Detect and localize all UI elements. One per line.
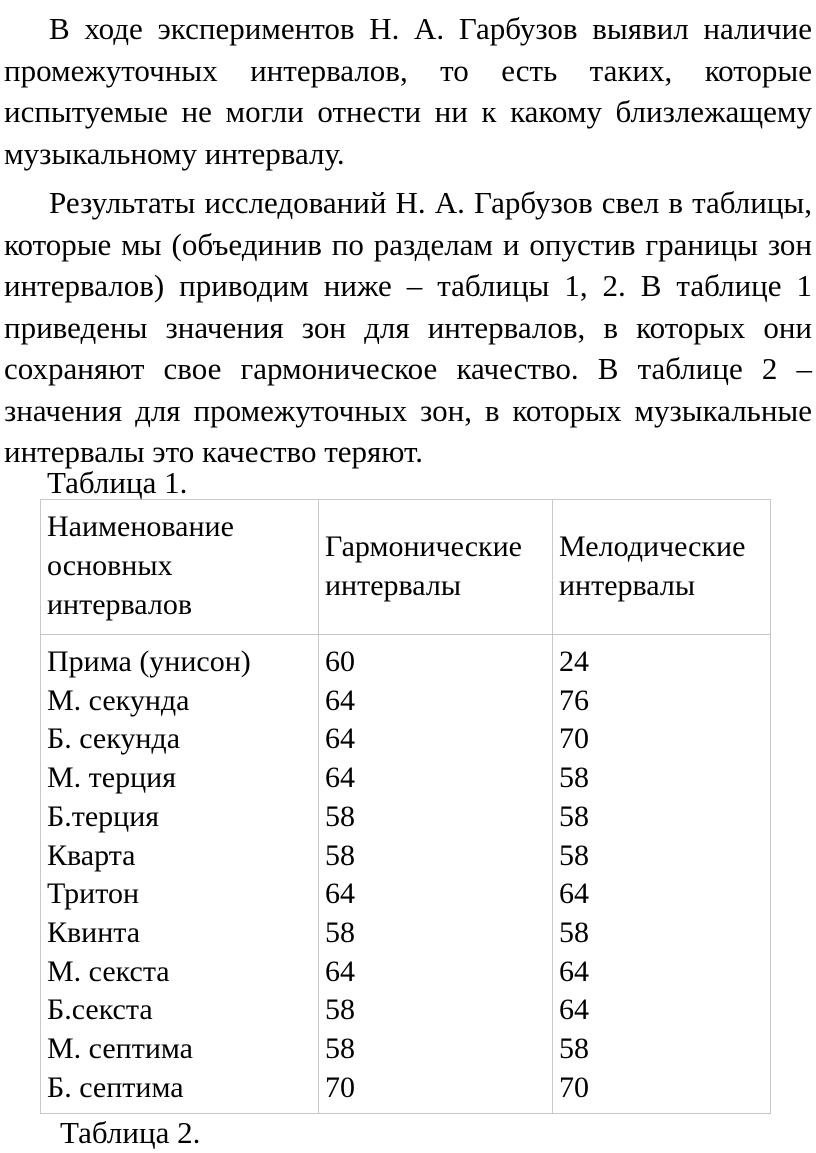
- cell-interval-name: Б. септима: [41, 1069, 319, 1114]
- cell-harmonic-value: 64: [319, 759, 553, 798]
- cell-harmonic-value: 64: [319, 953, 553, 992]
- cell-melodic-value: 58: [553, 1030, 771, 1069]
- cell-interval-name: М. терция: [41, 759, 319, 798]
- cell-harmonic-value: 58: [319, 914, 553, 953]
- paragraph-results: Результаты исследований Н. А. Гарбузов свел в таблицы, которые мы (объединив по разделам и опустив границы зон интервалов) приводим ниже – таблицы 1, 2. В таблице 1 приведены значения зон для интервалов, в которых они сохраняют свое гармоническое качество. В таблице 2 – значения для промежуточных зон, в которых музыкальные интервалы это качество теряют.: [4, 185, 812, 469]
- cell-interval-name: Квинта: [41, 914, 319, 953]
- table-row: [41, 837, 771, 876]
- table-row: [41, 682, 771, 721]
- table-row: [41, 635, 771, 682]
- cell-harmonic-value: 58: [319, 798, 553, 837]
- header-melodic: Мелодические интервалы: [553, 500, 771, 635]
- paragraph-experiments: В ходе экспериментов Н. А. Гарбузов выявил наличие промежуточных интервалов, то есть таких, которые испытуемые не могли отнести ни к какому близлежащему музыкальному интервалу.: [4, 11, 812, 171]
- table-row: [41, 991, 771, 1030]
- cell-harmonic-value: 64: [319, 682, 553, 721]
- table1-caption: Таблица 1.: [47, 465, 188, 500]
- cell-interval-name: Прима (унисон): [41, 635, 319, 682]
- cell-interval-name: Б.терция: [41, 798, 319, 837]
- cell-harmonic-value: 60: [319, 635, 553, 682]
- table-row: [41, 953, 771, 992]
- header-harmonic: Гармонические интервалы: [319, 500, 553, 635]
- header-interval-name: Наименование основных интервалов: [41, 500, 319, 635]
- table-row: [41, 1030, 771, 1069]
- cell-harmonic-value: 64: [319, 720, 553, 759]
- table-row: [41, 720, 771, 759]
- cell-melodic-value: 70: [553, 720, 771, 759]
- cell-melodic-value: 70: [553, 1069, 771, 1114]
- cell-melodic-value: 64: [553, 953, 771, 992]
- cell-melodic-value: 76: [553, 682, 771, 721]
- cell-interval-name: М. секста: [41, 953, 319, 992]
- cell-melodic-value: 58: [553, 914, 771, 953]
- cell-harmonic-value: 58: [319, 837, 553, 876]
- cell-interval-name: М. септима: [41, 1030, 319, 1069]
- table-row: [41, 759, 771, 798]
- cell-melodic-value: 58: [553, 837, 771, 876]
- cell-interval-name: Кварта: [41, 837, 319, 876]
- table-row: [41, 1069, 771, 1114]
- cell-melodic-value: 58: [553, 798, 771, 837]
- cell-melodic-value: 64: [553, 991, 771, 1030]
- cell-melodic-value: 64: [553, 875, 771, 914]
- cell-interval-name: Б. секунда: [41, 720, 319, 759]
- cell-melodic-value: 24: [553, 635, 771, 682]
- cell-melodic-value: 58: [553, 759, 771, 798]
- cell-harmonic-value: 70: [319, 1069, 553, 1114]
- cell-harmonic-value: 64: [319, 875, 553, 914]
- table2-caption: Таблица 2.: [60, 1115, 201, 1150]
- intervals-table-body: [41, 635, 771, 1114]
- cell-interval-name: Тритон: [41, 875, 319, 914]
- table-row: [41, 798, 771, 837]
- cell-harmonic-value: 58: [319, 991, 553, 1030]
- intervals-table: [40, 499, 771, 1114]
- table-header-row: [41, 500, 771, 635]
- table-row: [41, 875, 771, 914]
- table-row: [41, 914, 771, 953]
- cell-harmonic-value: 58: [319, 1030, 553, 1069]
- cell-interval-name: М. секунда: [41, 682, 319, 721]
- cell-interval-name: Б.секста: [41, 991, 319, 1030]
